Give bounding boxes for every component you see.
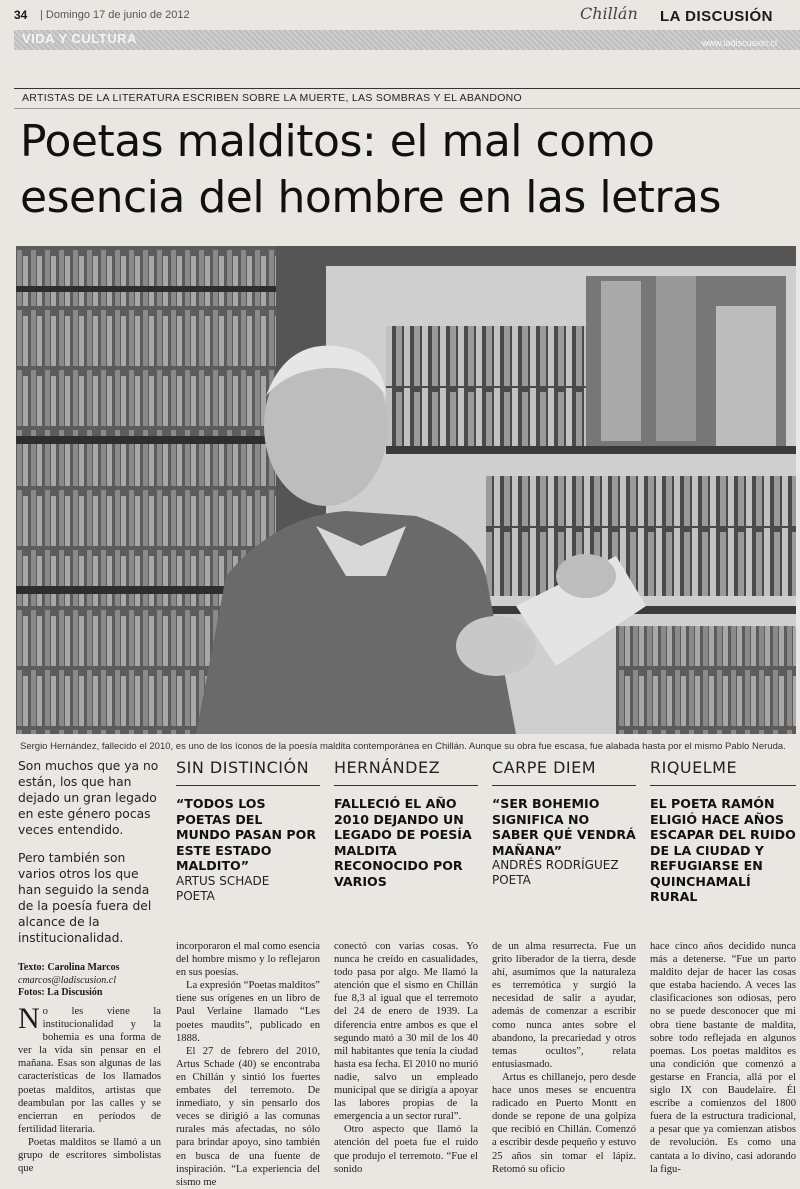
body-paragraph: No les viene la institucionalidad y la bohemia es una forma de ver la vida sin pensar en el mañana. Esas son algunas de las características de los llamados poetas malditos, artistas que deambulan por las calles y se encierran en períodos de fertilidad literaria. (18, 1002, 161, 1135)
logo-chillan: Chillán (580, 4, 638, 23)
divider (176, 785, 320, 786)
author-email: cmarcos@ladiscusion.cl (18, 974, 116, 986)
body-column-3 (334, 940, 478, 1176)
divider (334, 785, 478, 786)
column-riquelme (650, 758, 796, 905)
issue-date: | Domingo 17 de junio de 2012 (40, 9, 190, 21)
headline-line-1: Poetas malditos: el mal como (20, 116, 655, 167)
headline-line-2: esencia del hombre en las letras (20, 172, 721, 223)
body-column-4 (492, 940, 636, 1176)
logo-newspaper: LA DISCUSIÓN (660, 8, 773, 25)
body-paragraph: conectó con varias cosas. Yo nunca he creído en casualidades, todo pasa por algo. Me llamó la atención que el sismo en Chillán fue 8,3 al igual que el terremoto del 24 de enero de 1939. La diferencia entre ambos es que el segundo mató a 30 mil de los 40 mil habitantes que tenía la ciudad hasta esa fecha. El 2010 no murió nadie, salvo un empleado municipal que se dirigía a apoyar las labores propias de la emergencia a un sector rural”. (334, 941, 478, 1123)
pull-quote: FALLECIÓ EL AÑO 2010 DEJANDO UN LEGADO DE POESÍA MALDITA RECONOCIDO POR VARIOS (334, 796, 472, 889)
body-paragraph: Artus es chillanejo, pero desde hace unos meses se encuentra radicado en Puerto Montt en donde se repone de una golpiza que recibió en Chillán. Comenzó a escribir desde pequeño y estuvo 25 años sin tomar el lápiz. Retomó su oficio (492, 1071, 636, 1175)
quote-role: POETA (176, 888, 215, 903)
author-credit: Texto: Carolina Marcos (18, 962, 120, 973)
body-paragraph: El 27 de febrero del 2010, Artus Schade (40) se encontraba en Chillán y sintió los fuertes embates del terremoto. De inmediato, y sin pensarlo dos veces se dirigió a las comunas rurales más afectadas, no sólo para brindar apoyo, sino también en busca de una fuente de inspiración. “La experiencia del sismo me (176, 1045, 320, 1188)
body-paragraph: incorporaron el mal como esencia del hombre mismo y lo reflejaron en sus poesías. (176, 941, 320, 979)
lead-paragraph-1: Son muchos que ya no están, los que han dejado un gran legado en este género pocas veces entendido. (18, 759, 159, 837)
headline (20, 114, 790, 226)
byline (18, 962, 160, 1000)
divider (492, 785, 636, 786)
body-paragraph: hace cinco años decidido nunca más a detenerse. “Fue un parto maldito dejar de hacer las cosas que estaba haciendo. A veces las clasificaciones son odiosas, pero no se puede desconocer que mi obra tiene bastante de maldita, sobre todo reflejada en algunos poemas. Los poetas malditos es una condición que comenzó a gestarse en Francia, allá por el siglo IX con Baudelaire. Él escribe a comienzos del 1800 fuera de la estructura tradicional, a pesar que ya comienzan atisbos de revolución. Es como una cantata a lo divino, casi adorando la figu- (650, 941, 796, 1175)
column-heading: SIN DISTINCIÓN (176, 758, 310, 777)
section-name: VIDA Y CULTURA (22, 31, 137, 46)
page-number: 34 (14, 8, 28, 22)
drop-cap: N (18, 1002, 40, 1035)
column-hernandez (334, 758, 478, 889)
body-paragraph: La expresión “Poetas malditos” tiene sus orígenes en un libro de Paul Verlaine llamado “Les poetes maudits”, publicado en 1888. (176, 980, 320, 1044)
column-heading: HERNÁNDEZ (334, 758, 441, 777)
body-paragraph: Poetas malditos se llamó a un grupo de escritores simbolistas que (18, 1136, 161, 1175)
photo-caption: Sergio Hernández, fallecido el 2010, es uno de los íconos de la poesía maldita contemporánea en Chillán. Aunque su obra fue escasa, fue alabada hasta por el mismo Pablo Neruda. (20, 741, 786, 752)
column-heading: CARPE DIEM (492, 758, 597, 777)
body-paragraph: Otro aspecto que llamó la atención del poeta fue el ruido que produjo el terremoto. “Fue el sonido (334, 1124, 478, 1175)
pull-quote: “TODOS LOS POETAS DEL MUNDO PASAN POR ESTE ESTADO MALDITO” (176, 796, 317, 873)
quote-author: ANDRÉS RODRÍGUEZ (492, 858, 619, 872)
site-url: www.ladiscusion.cl (702, 38, 778, 48)
pull-quote: EL POETA RAMÓN ELIGIÓ HACE AÑOS ESCAPAR DEL RUIDO DE LA CIUDAD Y REFUGIARSE EN QUINCHAMALÍ RURAL (650, 796, 796, 904)
pull-quote: “SER BOHEMIO SIGNIFICA NO SABER QUÉ VENDRÁ MAÑANA” (492, 796, 636, 858)
body-paragraph: de un alma resurrecta. Fue un grito liberador de la tierra, desde ahí, asumimos que la naturaleza es terremótica y surgió la necesidad de salir a ayudar, además de comenzar a escribir como nunca antes sobre el abandono, la precariedad y otros temas ocultos”, relata entusiasmado. (492, 941, 636, 1070)
photo-portrait-icon (16, 246, 796, 734)
body-column-5 (650, 940, 796, 1176)
divider (14, 108, 800, 109)
body-column-2 (176, 940, 320, 1189)
quote-author: ARTUS SCHADE (176, 873, 270, 888)
divider (650, 785, 796, 786)
column-sin-distincion (176, 758, 320, 904)
quote-role: POETA (492, 873, 531, 887)
lead-text (18, 758, 160, 958)
photo-credit: Fotos: La Discusión (18, 987, 103, 998)
divider (14, 88, 800, 89)
kicker: ARTISTAS DE LA LITERATURA ESCRIBEN SOBRE LA MUERTE, LAS SOMBRAS Y EL ABANDONO (22, 92, 523, 104)
column-heading: RIQUELME (650, 758, 738, 777)
main-photo (16, 246, 796, 734)
lead-paragraph-2: Pero también son varios otros los que han seguido la senda de la poesía fuera del alcance de la institucionalidad. (18, 851, 152, 945)
column-carpe-diem (492, 758, 636, 888)
body-column-1 (18, 1002, 161, 1175)
